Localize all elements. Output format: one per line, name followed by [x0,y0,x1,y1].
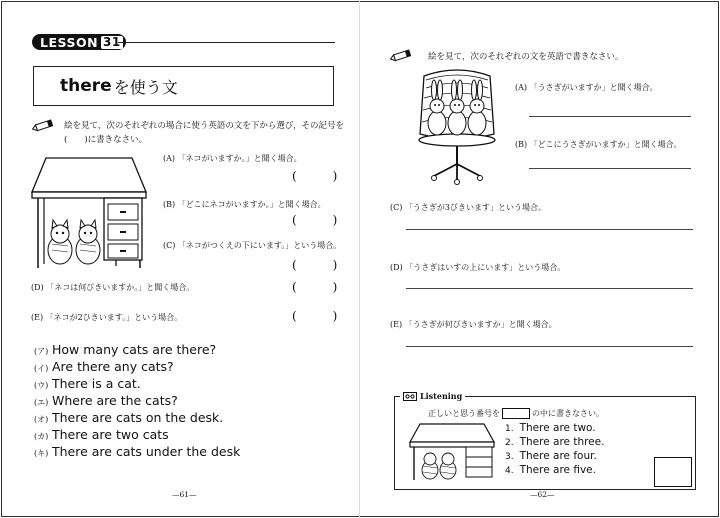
question-label: (A) [163,154,176,163]
left-question-b [163,199,326,210]
pencil-icon [390,48,416,62]
right-question-b [515,139,682,150]
answer-line-a[interactable] [529,116,691,117]
page-number-left: —61— [172,490,197,499]
left-question-a [163,153,302,164]
answer-line-e[interactable] [406,346,693,347]
right-question-a [515,82,658,93]
answer-line-c[interactable] [406,229,693,230]
question-label: (E) [31,313,44,322]
answer-blank-b[interactable]: ( ) [292,213,338,227]
left-instruction-line1: 絵を見て，次のそれぞれの場合に使う英語の文を下から選び，その記号を [64,121,344,131]
question-label: (B) [163,200,176,209]
lesson-number: 31 [103,34,121,49]
question-text: 「うさぎが何びきいますか」と聞く場合。 [404,320,557,329]
question-text: 「どこにネコがいますか。」と聞く場合。 [177,200,326,209]
left-question-c [163,240,341,251]
question-label: (D) [390,263,403,272]
cassette-icon [403,392,417,401]
question-text: 「ネコは何びきいますか。」と聞く場合。 [46,283,195,292]
question-text: 「ネコがいますか。」と聞く場合。 [177,154,302,163]
choice-item: (ウ) There is a cat. [34,376,141,391]
left-question-d [31,282,194,293]
question-text: 「ネコが2ひきいます。」という場合。 [45,313,183,322]
question-label: (C) [390,203,403,212]
choices-list [34,342,240,461]
lesson-label: LESSON [40,34,99,50]
choice-item: (イ) Are there any cats? [34,359,174,374]
page-fold [359,0,360,518]
answer-blank-c[interactable]: ( ) [292,258,338,272]
listening-option[interactable]: 4. There are five. [505,464,596,476]
question-text: 「うさぎがいますか」と聞く場合。 [529,83,658,92]
listening-option[interactable]: 1. There are two. [505,422,596,434]
desk-with-cats-illustration [28,152,148,270]
question-label: (E) [390,320,403,329]
rabbits-on-chair-illustration [412,68,502,186]
choice-item: (カ) There are two cats [34,427,169,442]
question-label: (A) [515,83,528,92]
answer-line-b[interactable] [529,168,691,169]
listening-header [400,391,465,401]
right-question-c [390,202,546,213]
choice-item: (エ) Where are the cats? [34,393,178,408]
choice-item: (キ) There are cats under the desk [34,444,241,459]
pencil-icon [32,118,58,132]
left-question-e [31,312,182,323]
lesson-badge [32,34,126,50]
listening-option[interactable]: 2. There are three. [505,436,605,448]
right-question-d [390,262,565,273]
answer-line-d[interactable] [406,288,693,289]
page-number-right: —62— [530,490,555,499]
desk-with-cats-small-illustration [408,422,496,482]
right-instruction: 絵を見て，次のそれぞれの文を英語で書きなさい。 [428,52,624,62]
right-question-e [390,319,557,330]
question-text: 「うさぎはいすの上にいます」という場合。 [405,263,566,272]
left-instruction-line2: ( )に書きなさい。 [64,135,148,145]
answer-blank-d[interactable]: ( ) [292,280,338,294]
choice-item: (オ) There are cats on the desk. [34,410,224,425]
header-rule [118,42,335,43]
answer-box-sample [502,408,530,419]
listening-option[interactable]: 3. There are four. [505,450,597,462]
question-text: 「どこにうさぎがいますか」と聞く場合。 [529,140,682,149]
question-label: (D) [31,283,44,292]
section-title [33,66,334,106]
listening-instruction: 正しいと思う番号を の中に書きなさい。 [428,409,604,418]
title-english: there [60,76,112,96]
listening-title: Listening [420,391,463,401]
title-japanese: を使う文 [113,77,178,97]
answer-blank-e[interactable]: ( ) [292,309,338,323]
left-instruction [64,119,344,147]
question-label: (B) [515,140,528,149]
question-text: 「ネコがつくえの下にいます。」という場合。 [177,241,342,250]
listening-options [505,422,604,478]
listening-answer-box[interactable] [654,457,692,487]
question-text: 「うさぎが3びきいます」という場合。 [404,203,547,212]
choice-item: (ア) How many cats are there? [34,342,217,357]
question-label: (C) [163,241,176,250]
answer-blank-a[interactable]: ( ) [292,169,338,183]
